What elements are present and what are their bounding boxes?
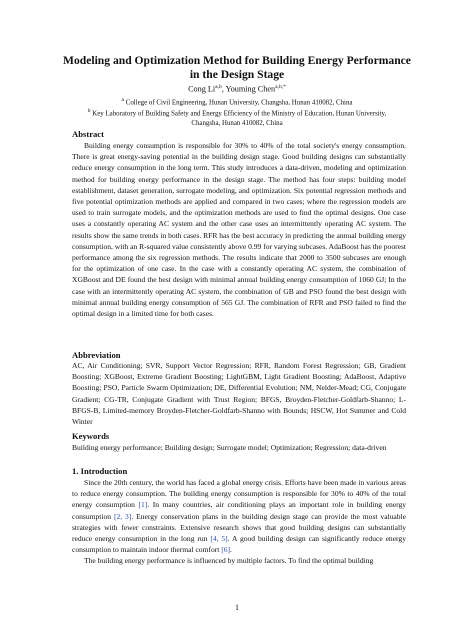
- author-2-affiliation-mark: a,b,*: [275, 84, 286, 90]
- keywords-heading: Keywords: [72, 431, 110, 441]
- intro-text-4: . A good building design can significantly reduce energy consumption to maintain indoor thermal comfort: [72, 534, 406, 555]
- affiliation-b-mark: b: [87, 108, 91, 114]
- abstract-heading: Abstract: [72, 129, 104, 139]
- intro-text-5: .: [230, 545, 232, 555]
- intro-text-2: . In many countries, air conditioning plays an important role in building energy consumption: [72, 500, 406, 521]
- citation-link-2[interactable]: [2, 3]: [113, 511, 132, 521]
- affiliation-b-text-line1: Key Laboratory of Building Safety and Energy Efficiency of the Ministry of Education, Hunan University,: [90, 110, 387, 118]
- affiliation-b-line2: Changsha, Hunan 410082, China: [191, 120, 283, 127]
- author-1-affiliation-mark: a,b: [215, 84, 222, 90]
- introduction-body: [72, 477, 406, 567]
- introduction-paragraph-2: The building energy performance is influenced by multiple factors. To find the optimal building: [84, 556, 374, 566]
- paper-title: Modeling and Optimization Method for Building Energy Performance in the Design Stage: [63, 54, 411, 81]
- page-number: 1: [235, 603, 239, 612]
- keywords-body: Building energy performance; Building design; Surrogate model; Optimization; Regression; data-driven: [72, 443, 387, 452]
- intro-text-3: . Energy conservation plans in the building design stage can provide the most valuable strategies with fewer constraints. Extensive research shows that good building designs can substantially reduce energy consumption in the long run: [72, 511, 406, 544]
- introduction-heading: 1. Introduction: [72, 466, 128, 476]
- abbreviation-heading: Abbreviation: [72, 350, 121, 360]
- abstract-body: Building energy consumption is responsible for 30% to 40% of the total society's energy consumption. There is great energy-saving potential in the building design stage. Good building designs can substantially reduce energy consumption in the long term. This study introduces a data-driven, modeling and optimization method for building energy performance in the design stage. The method has four steps: building model establishment, dataset generation, surrogate modeling, and optimization. Six potential regression methods and five potential optimization methods are applied and compared in two cases; where the regression models are used to train surrogate models, and the optimization methods are used to find the optimal designs. One case uses a constantly operating AC system and the other case uses an intermittently operating AC system. The results show the same trends in both cases. RFR has the best accuracy in predicting the annual building energy consumption, with an R-squared value consistently above 0.99 for varying subcases. AdaBoost has the poorest performance among the six regression methods. The results indicate that 2000 to 3500 subcases are enough for the optimization of one case. In the case with a constantly operating AC system, the combination of XGBoost and DE found the best design with minimal annual building energy consumption of 1060 GJ; In the case with an intermittently operating AC system, the combination of GB and PSO found the best design with minimal annual building energy consumption of 565 GJ. The combination of RFR and PSO failed to find the optimal design in a limited time for both cases.: [72, 141, 406, 319]
- abbreviation-body: AC, Air Conditioning; SVR, Support Vector Regression; RFR, Random Forest Regression; GB, Gradient Boosting; XGBoost, Extreme Gradient Boosting; LightGBM, Light Gradient Boosting; AdaBoost, Adaptive Boosting; PSO, Particle Swarm Optimization; DE, Differential Evolution; NM, Nelder-Mead; CG, Conjugate Gradient; CG-TR, Conjugate Gradient with Trust Region; BFGS, Broyden-Fletcher-Goldfarb-Shanno; L-BFGS-B, Limited-memory Broyden-Fletcher-Goldfarb-Shanno with Bounds; HSCW, Hot Summer and Cold Winter: [72, 361, 406, 427]
- citation-link-4[interactable]: [6]: [221, 545, 231, 555]
- intro-text-1: Since the 20th century, the world has faced a global energy crisis. Efforts have been made in various areas to reduce energy consumption. The building energy consumption is responsible for 30% to 40% of the total energy consumption: [72, 478, 406, 510]
- author-line: [60, 82, 414, 95]
- author-separator: , Youming Chen: [221, 84, 276, 94]
- author-names: Cong Li: [188, 84, 216, 94]
- affiliation-a-mark: a: [121, 97, 125, 103]
- affiliation-a-text: College of Civil Engineering, Hunan University, Changsha, Hunan 410082, China: [124, 99, 353, 107]
- introduction-paragraph-1: [72, 477, 406, 555]
- citation-link-3[interactable]: [4, 5]: [210, 534, 228, 544]
- citation-link-1[interactable]: [1]: [138, 500, 148, 510]
